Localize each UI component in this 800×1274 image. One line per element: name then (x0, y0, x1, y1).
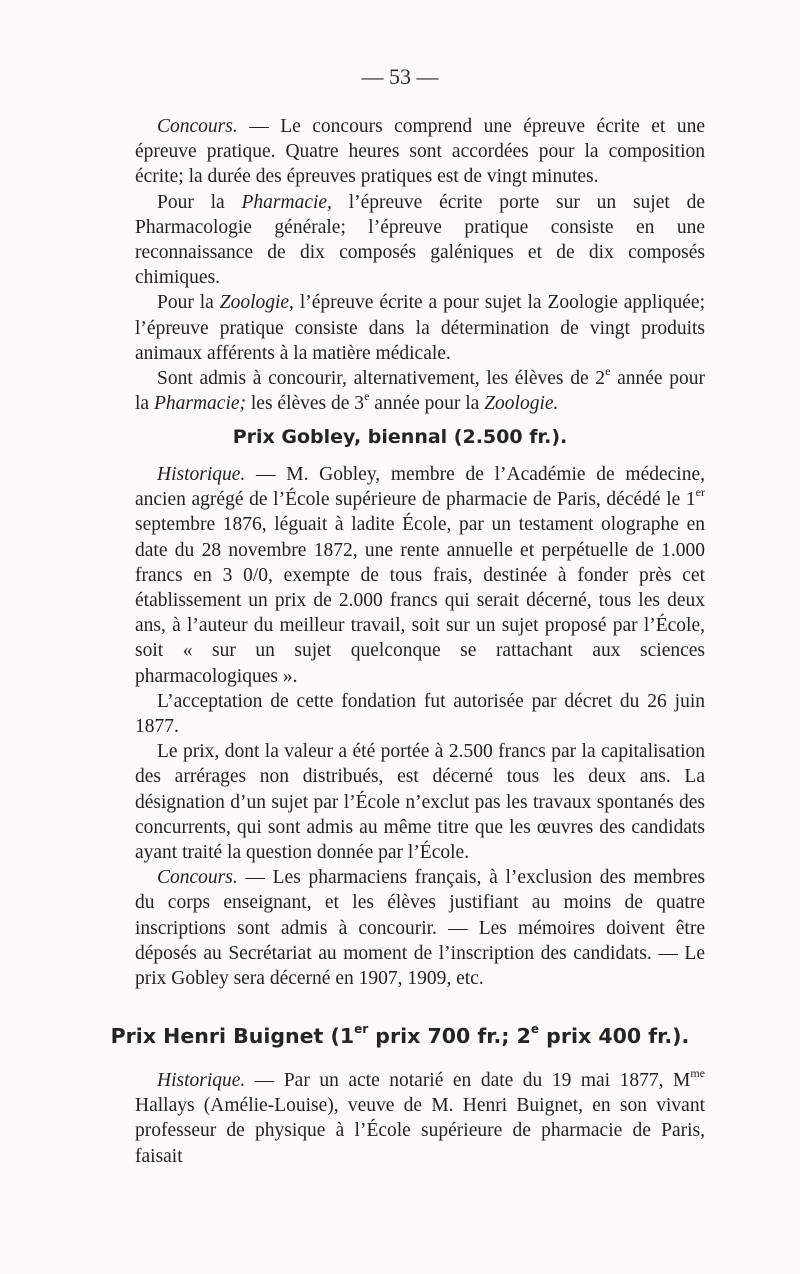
paragraph: Historique. — Par un acte notarié en date du 19 mai 1877, $M^{me}$ Hallays (Amélie-Louise), veuve de M. Henri Buignet, en son vivant professeur de physique à l’École supérieure de pharmacie de Paris, faisait (135, 1065, 705, 1167)
section-heading: Prix Gobley, biennal (2.500 fr.). (232, 426, 568, 448)
paragraph: Concours. — Le concours comprend une épreuve écrite et une épreuve pratique. Quatre heures sont accordées pour la composition écrite; la durée des épreuves pratiques est de vingt minutes. (135, 116, 705, 188)
paragraph: Historique. — M. Gobley, membre de l’Académie de médecine, ancien agrégé de l’École supérieure de pharmacie de Paris, décédé le 1er septembre 1876, léguait à ladite École, par un testament olographe en date du 28 novembre 1872, une rente annuelle et perpétuelle de 1.000 francs en 3 0/0, exempte de tous frais, destinée à fonder près cet établissement un prix de 2.000 francs qui serait décerné, tous les deux ans, à l’auteur du meilleur travail, soit sur un sujet proposé par l’École, soit « sur un sujet quelconque se rattachant aux sciences pharmacologiques ». (135, 464, 705, 687)
paragraph: Pour la Zoologie, l’épreuve écrite a pour sujet la Zoologie appliquée; l’épreuve pratique consiste dans la détermination de vingt produits animaux afférents à la matière médicale. (135, 292, 705, 364)
buignet-section (135, 1065, 705, 1169)
paragraph: L’acceptation de cette fondation fut autorisée par décret du 26 juin 1877. (135, 690, 705, 738)
page-number: — 53 — (361, 64, 439, 89)
paragraph: Sont admis à concourir, alternativement, les élèves de 2e année pour la Pharmacie; les élèves de 3e année pour la Zoologie. (135, 363, 705, 415)
gobley-section (135, 462, 705, 991)
paragraph: Pour la Pharmacie, l’épreuve écrite porte sur un sujet de Pharmacologie générale; l’épreuve pratique consiste en une reconnaissance de dix composés galéniques et de dix composés chimiques. (135, 191, 705, 289)
paragraph: Le prix, dont la valeur a été portée à 2.500 francs par la capitalisation des arrérages non distribués, est décerné tous les deux ans. La désignation d’un sujet par l’École n’exclut pas les travaux spontanés des concurrents, qui sont admis au même titre que les œuvres des candidats ayant traité la question donnée par l’École. (135, 741, 705, 864)
paragraph: Concours. — Les pharmaciens français, à l’exclusion des membres du corps enseignant, et les élèves justifiant au moins de quatre inscriptions sont admis à concourir. — Les mémoires doivent être déposés au Secrétariat au moment de l’inscription des candidats. — Le prix Gobley sera décerné en 1907, 1909, etc. (135, 867, 705, 990)
concours-section (135, 114, 705, 416)
section-heading: Prix Henri Buignet (1er prix 700 fr.; 2e prix 400 fr.). (110, 1022, 690, 1048)
